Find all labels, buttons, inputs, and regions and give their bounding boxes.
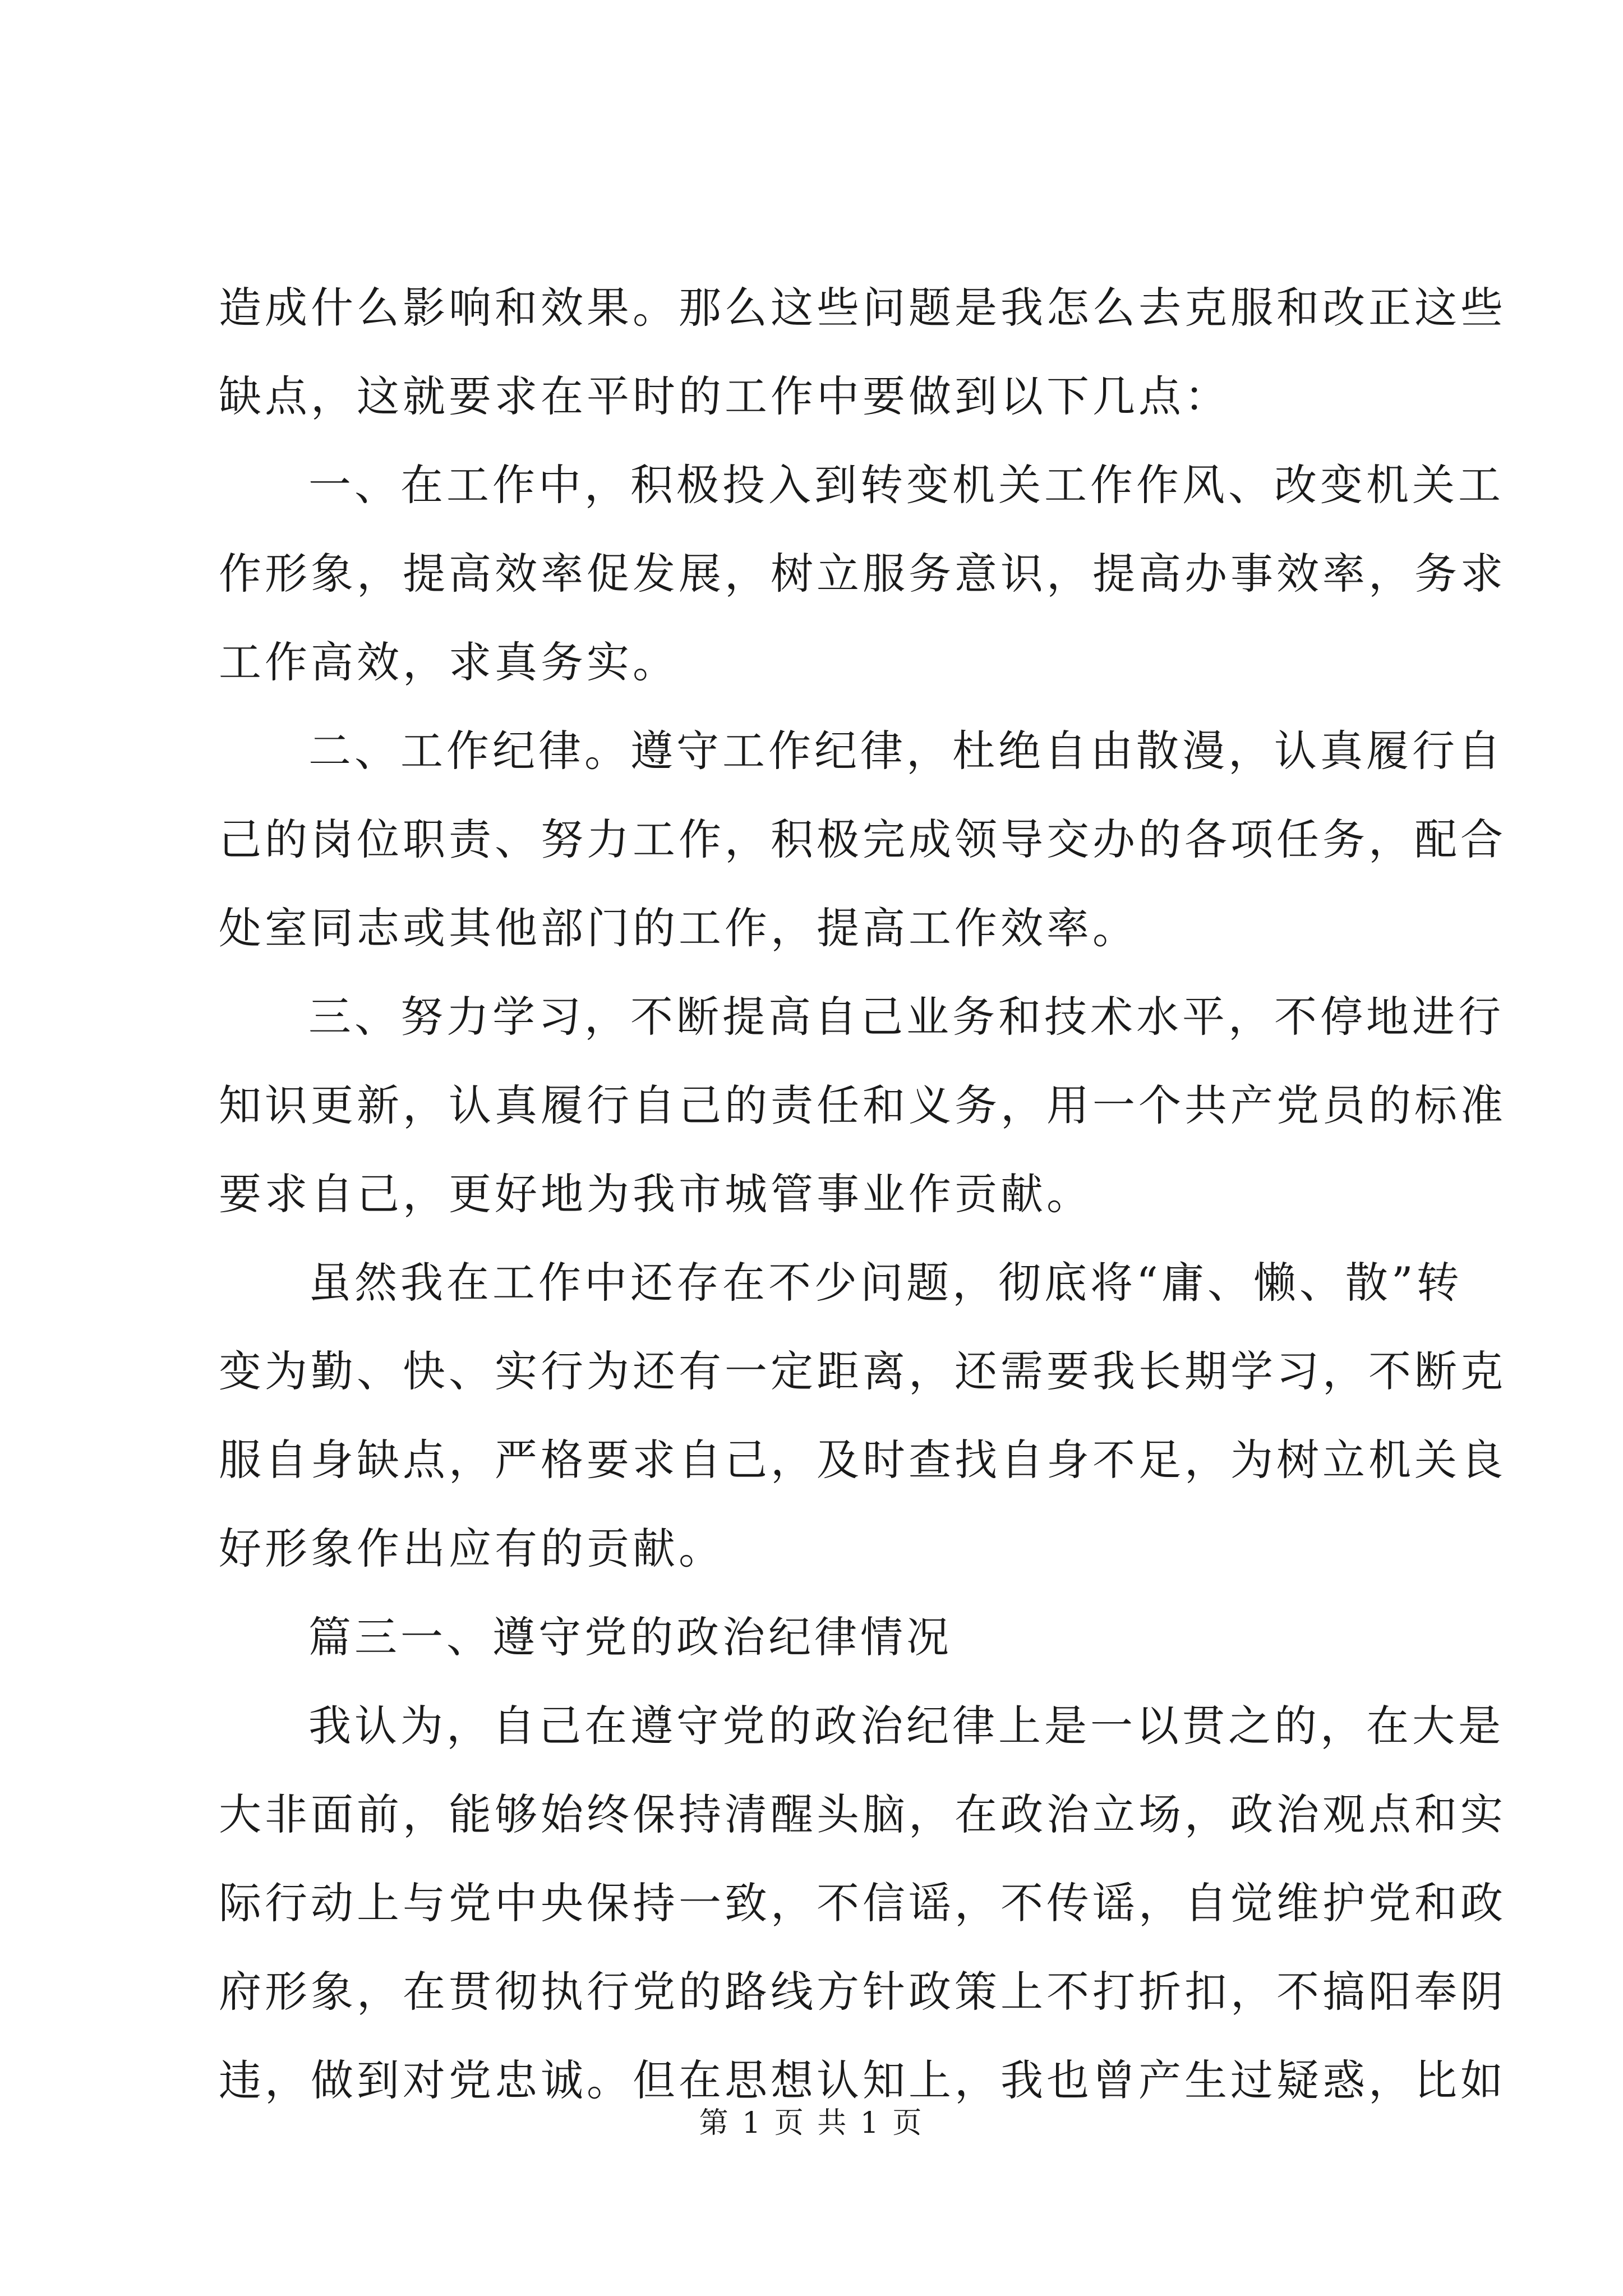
- text-line: 好形象作出应有的贡献。: [219, 1524, 725, 1573]
- text-line: 工作高效，求真务实。: [219, 637, 679, 687]
- document-body: [219, 264, 1506, 2125]
- text-line: 大非面前，能够始终保持清醒头脑，在政治立场，政治观点和实: [219, 1789, 1506, 1839]
- text-line: 要求自己，更好地为我市城管事业作贡献。: [219, 1169, 1092, 1219]
- text-line: 服自身缺点，严格要求自己，及时查找自身不足，为树立机关良: [219, 1435, 1506, 1485]
- paragraph-start: 二、工作纪律。遵守工作纪律，杜绝自由散漫，认真履行自: [308, 726, 1504, 776]
- text-line: 造成什么影响和效果。那么这些问题是我怎么去克服和改正这些: [219, 283, 1506, 333]
- paragraph-start: 一、在工作中，积极投入到转变机关工作作风、改变机关工: [308, 460, 1504, 510]
- paragraph-start: 虽然我在工作中还存在不少问题，彻底将“庸、懒、散”转: [308, 1258, 1463, 1308]
- section-heading: 篇三一、遵守党的政治纪律情况: [308, 1612, 952, 1662]
- text-line: 作形象，提高效率促发展，树立服务意识，提高办事效率，务求: [219, 549, 1506, 599]
- text-line: 缺点，这就要求在平时的工作中要做到以下几点：: [219, 371, 1230, 421]
- text-line: 处室同志或其他部门的工作，提高工作效率。: [219, 903, 1138, 953]
- paragraph-start: 三、努力学习，不断提高自己业务和技术水平，不停地进行: [308, 992, 1504, 1042]
- text-line: 府形象，在贯彻执行党的路线方针政策上不打折扣，不搞阳奉阴: [219, 1967, 1506, 2017]
- text-line: 知识更新，认真履行自己的责任和义务，用一个共产党员的标准: [219, 1080, 1506, 1130]
- text-line: 己的岗位职责、努力工作，积极完成领导交办的各项任务，配合: [219, 815, 1506, 864]
- text-line: 违，做到对党忠诚。但在思想认知上，我也曾产生过疑惑，比如: [219, 2055, 1506, 2105]
- paragraph-start: 我认为，自己在遵守党的政治纪律上是一以贯之的，在大是: [308, 1701, 1504, 1751]
- page-number-footer: 第 1 页 共 1 页: [699, 2106, 924, 2140]
- text-line: 际行动上与党中央保持一致，不信谣，不传谣，自觉维护党和政: [219, 1878, 1506, 1928]
- text-line: 变为勤、快、实行为还有一定距离，还需要我长期学习，不断克: [219, 1346, 1506, 1396]
